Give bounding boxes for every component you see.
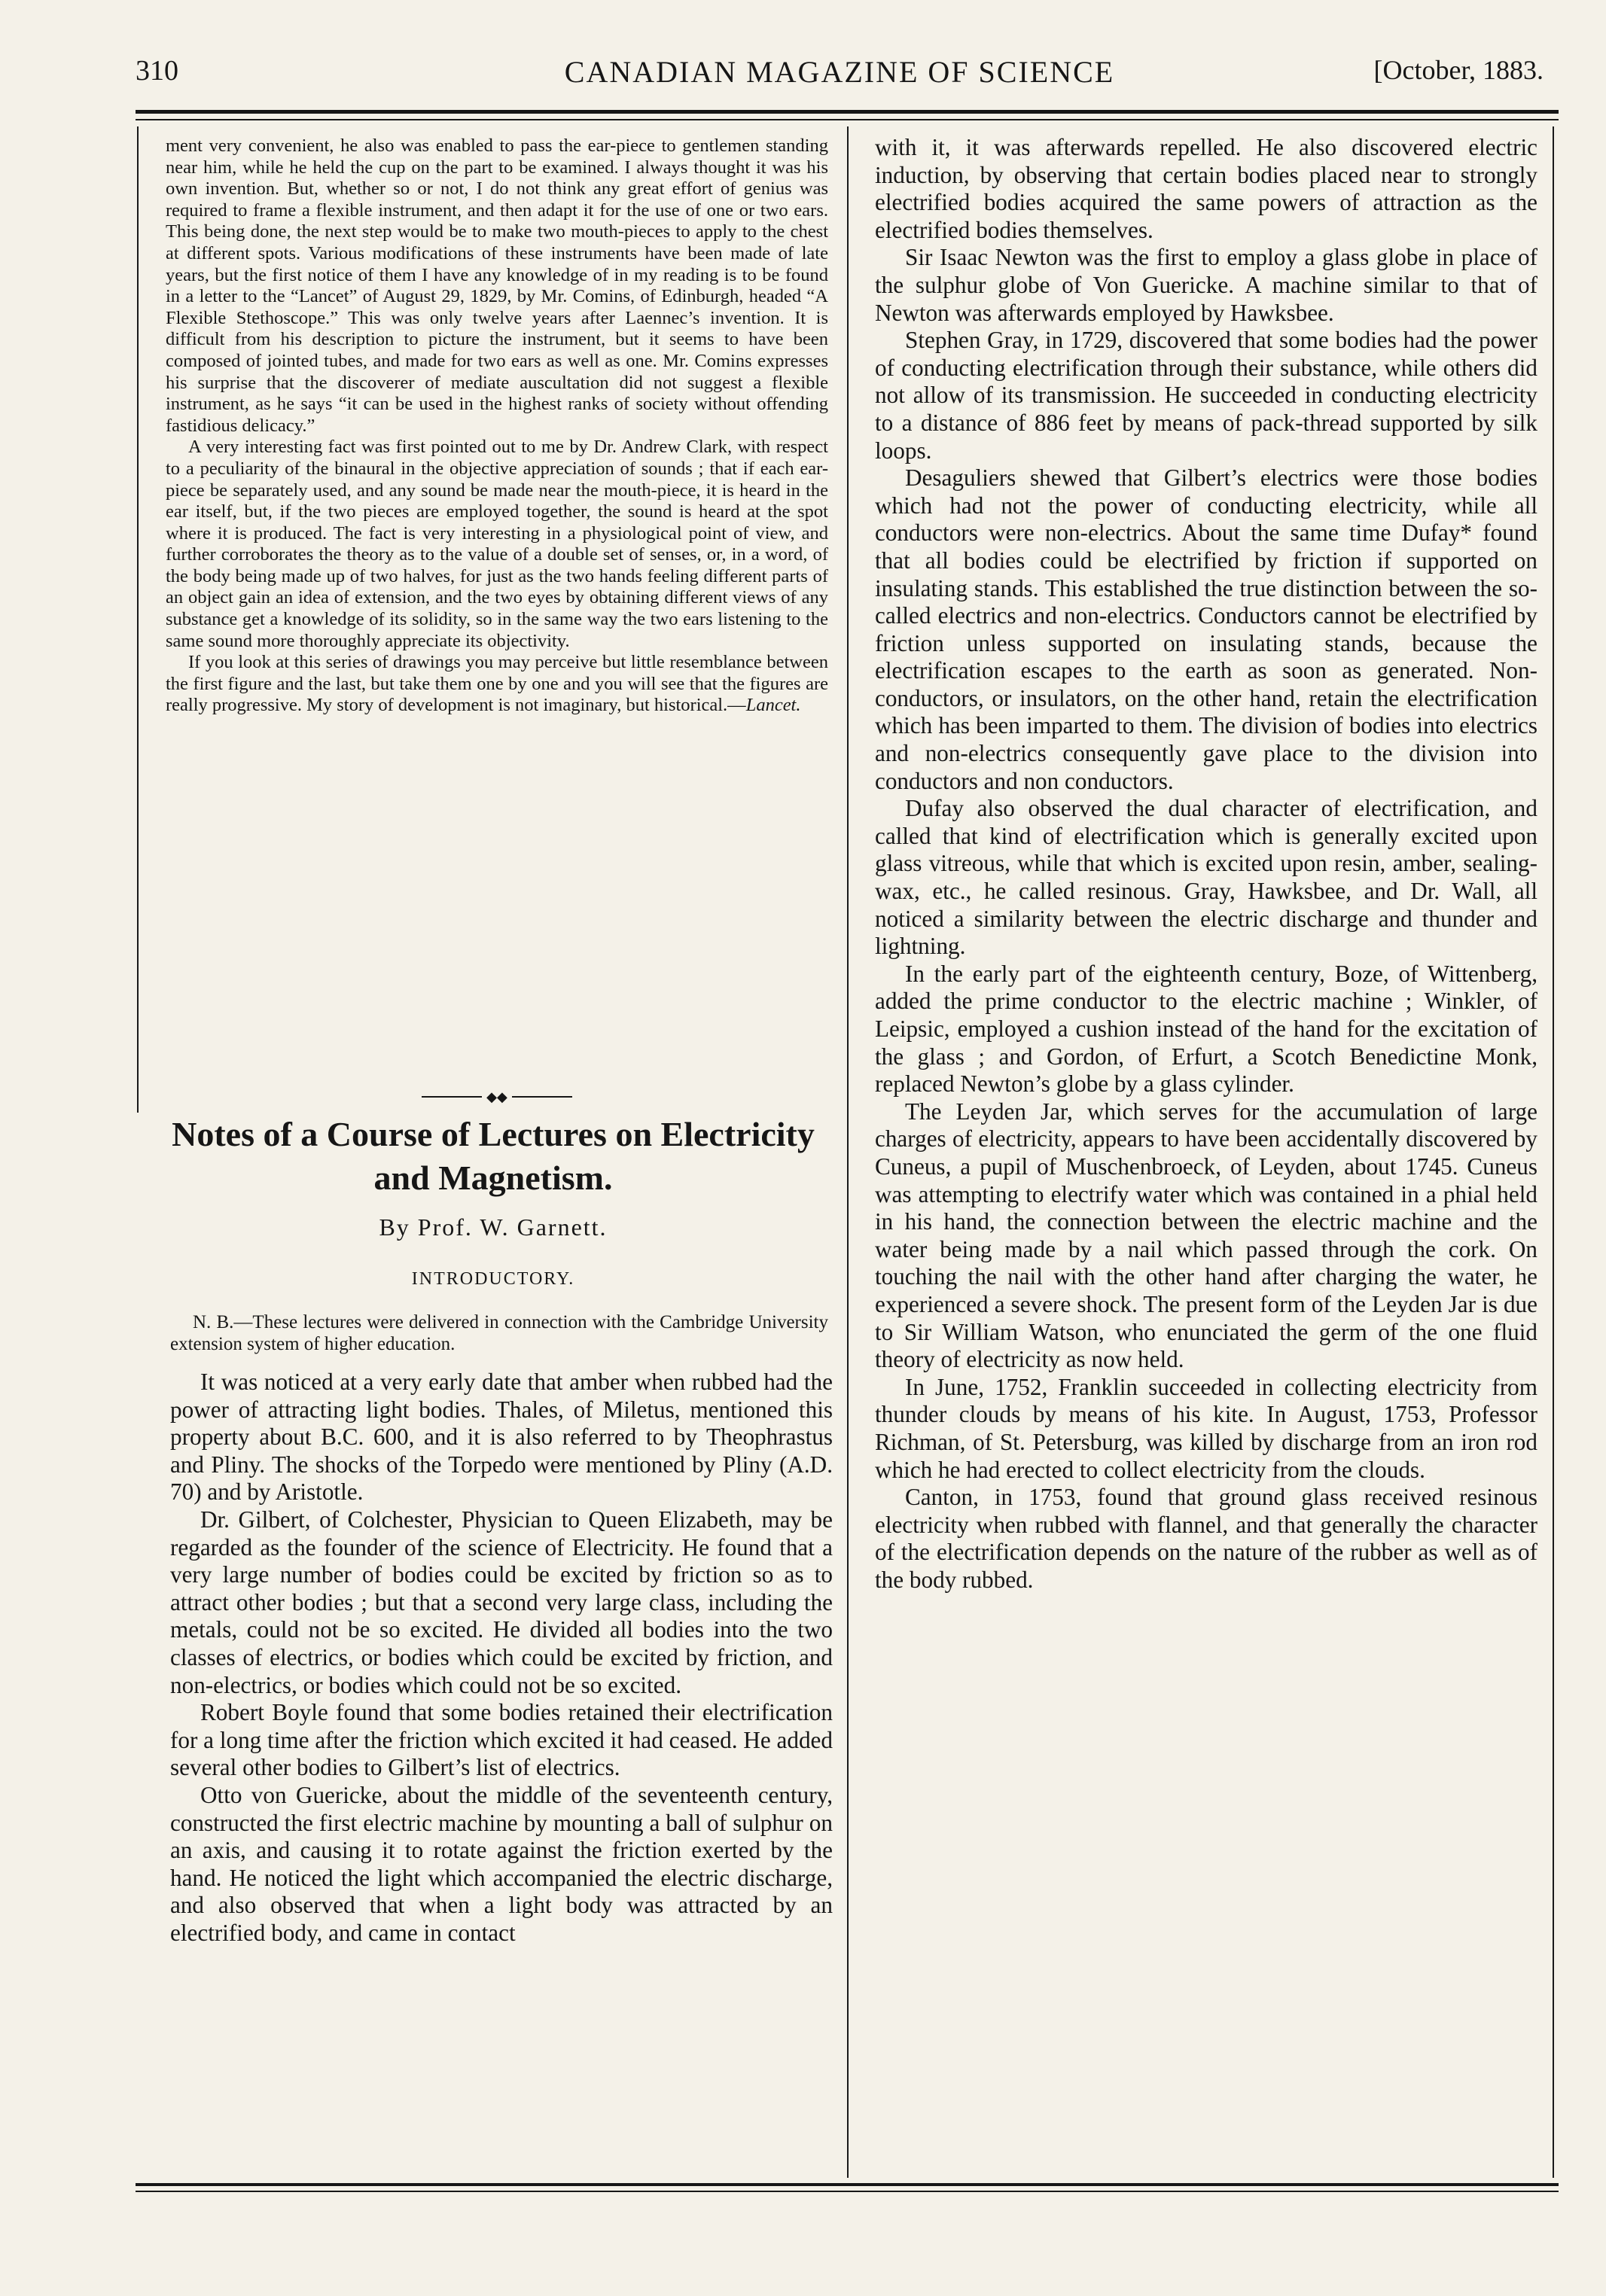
right-border-rule	[1553, 126, 1554, 2178]
editorial-note: N. B.—These lectures were delivered in connection with the Cambridge University extension system of higher education.	[170, 1312, 828, 1354]
paragraph	[166, 652, 828, 717]
running-head	[136, 54, 1544, 99]
header-rule-thin	[136, 119, 1559, 120]
article-right-column	[875, 134, 1537, 1594]
paragraph: In June, 1752, Franklin succeeded in collecting electricity from thunder clouds by means of his kite. In August, 1753, Professor Richman, of St. Petersburg, was killed by discharge from an iron rod which he had erected to collect electricity from the clouds.	[875, 1373, 1537, 1483]
paragraph: The Leyden Jar, which serves for the accumulation of large charges of electricity, appears to have been accidentally discovered by Cuneus, a pupil of Muschenbroeck, of Leyden, about 1745. Cuneus was attempting to electrify water which was contained in a phial held in his hand, the connection between the electric machine and the water being made by a nail which passed through the cork. On touching the nail with the other hand after charging the water, he experienced a severe shock. The present form of the Leyden Jar is due to Sir William Watson, who enunciated the germ of the one fluid theory of electricity as now held.	[875, 1098, 1537, 1373]
left-border-rule	[137, 126, 139, 1113]
divider-ornament: ◆◆	[486, 1089, 507, 1104]
journal-title: CANADIAN MAGAZINE OF SCIENCE	[564, 55, 1115, 89]
article-divider	[422, 1089, 572, 1104]
column-divider-rule	[847, 126, 849, 2178]
paragraph: Canton, in 1753, found that ground glass received resinous electricity when rubbed with flannel, and that generally the character of the electrification depends on the nature of the rubber as well as of the body rubbed.	[875, 1484, 1537, 1593]
paragraph: Desaguliers shewed that Gilbert’s electrics were those bodies which had not the power of conducting electricity, while all conductors were non-electrics. About the same time Dufay* found that all bodies could be electrified by friction if supported on insulating stands. This established the true distinction between the so-called electrics and non-electrics. Conductors cannot be electrified by friction unless supported on insulating stands, because the electrification escapes to the earth as soon as generated. Non-conductors, or insulators, on the other hand, retain the electrification which has been imparted to them. The division of bodies into electrics and non-electrics consequently gave place to the division into conductors and non conductors.	[875, 464, 1537, 794]
paragraph: A very interesting fact was first pointed out to me by Dr. Andrew Clark, with respect to a peculiarity of the binaural in the objective appreciation of sounds ; that if each ear-piece be separately used, and any sound be made near the mouth-piece, it is heard in the ear itself, but, if the two pieces are employed together, the sound is heard at the spot where it is produced. The fact is very interesting in a physiological point of view, and further corroborates the theory as to the value of a double set of senses, or, in a word, of the body being made up of two halves, for just as the two hands feeling different parts of an object gain an idea of extension, and the two eyes by obtaining different views of any substance get a knowledge of its solidity, so in the same way the two ears listening to the same sound more thoroughly appreciate its objectivity.	[166, 437, 828, 651]
divider-line-left	[422, 1096, 482, 1098]
paragraph: Stephen Gray, in 1729, discovered that some bodies had the power of conducting electrification through their substance, while others did not allow of its transmission. He succeeded in conducting electricity to a distance of 886 feet by means of pack-thread supported by silk loops.	[875, 327, 1537, 464]
paragraph-text: If you look at this series of drawings you may perceive but little resemblance between the first figure and the last, but take them one by one and you will see that the figures are really progressive. My story of development is not imaginary, but historical.—	[166, 652, 828, 716]
header-rule-thick	[136, 110, 1559, 114]
section-heading: INTRODUCTORY.	[411, 1269, 575, 1289]
source-credit: Lancet.	[745, 695, 801, 716]
paragraph: Otto von Guericke, about the middle of the seventeenth century, constructed the first electric machine by mounting a ball of sulphur on an axis, and causing it to rotate against the friction exerted by the hand. He noticed the light which accompanied the electric discharge, and also observed that when a light body was attracted by an electrified body, and came in contact	[170, 1781, 833, 1946]
article-byline: By Prof. W. Garnett.	[379, 1213, 608, 1241]
paragraph: Sir Isaac Newton was the first to employ a glass globe in place of the sulphur globe of Von Guericke. A machine similar to that of Newton was afterwards employed by Hawksbee.	[875, 244, 1537, 326]
article-title: Notes of a Course of Lectures on Electricity and Magnetism.	[172, 1115, 815, 1197]
paragraph: It was noticed at a very early date that amber when rubbed had the power of attracting light bodies. Thales, of Miletus, mentioned this property about B.C. 600, and it is also referred to by Theophrastus and Pliny. The shocks of the Torpedo were mentioned by Pliny (A.D. 70) and by Aristotle.	[170, 1369, 833, 1506]
paragraph: with it, it was afterwards repelled. He also discovered electric induction, by observing that certain bodies placed near to strongly electrified bodies acquired the same powers of attraction as the electrified bodies themselves.	[875, 134, 1537, 243]
footer-rule-thick	[136, 2183, 1559, 2186]
paragraph: ment very convenient, he also was enabled to pass the ear-piece to gentlemen standing near him, while he held the cup on the part to be examined. I always thought it was his own invention. But, whether so or not, I do not think any great effort of genius was required to frame a flexible instrument, and then adapt it for the use of one or two ears. This being done, the next step would be to make two mouth-pieces to apply to the chest at different spots. Various modifications of these instruments have been made of late years, but the first notice of them I have any knowledge of in my reading is to be found in a letter to the “Lancet” of August 29, 1829, by Mr. Comins, of Edinburgh, headed “A Flexible Stethoscope.” This was only twelve years after Laennec’s invention. It is difficult from his description to picture the instrument, but it seems to have been composed of jointed tubes, and made for two ears as well as one. Mr. Comins expresses his surprise that the discoverer of mediate auscultation did not suggest a flexible instrument, as he says “it can be used in the highest ranks of society without offending fastidious delicacy.”	[166, 136, 828, 436]
paragraph: Dufay also observed the dual character of electrification, and called that kind of electrification which is generally excited upon glass vitreous, while that which is excited upon resin, amber, sealing-wax, etc., he called resinous. Gray, Hawksbee, and Dr. Wall, all noticed a similarity between the electric discharge and thunder and lightning.	[875, 795, 1537, 960]
previous-article-text	[166, 136, 828, 717]
paragraph: Dr. Gilbert, of Colchester, Physician to Queen Elizabeth, may be regarded as the founder of the science of Electricity. He found that a very large number of bodies could be excited by friction so as to attract other bodies ; but that a second very large class, including the metals, could not be so excited. He divided all bodies into the two classes of electrics, or bodies which could be excited by friction, and non-electrics, or bodies which could not be so excited.	[170, 1506, 833, 1698]
divider-line-right	[512, 1096, 572, 1098]
issue-date: [October, 1883.	[1373, 55, 1544, 85]
article-left-column	[170, 1369, 833, 1947]
page-number: 310	[136, 55, 178, 87]
paragraph: In the early part of the eighteenth century, Boze, of Wittenberg, added the prime conductor to the electric machine ; Winkler, of Leipsic, employed a cushion instead of the hand for the excitation of the glass ; and Gordon, of Erfurt, a Scotch Benedictine Monk, replaced Newton’s globe by a glass cylinder.	[875, 960, 1537, 1098]
footer-rule-thin	[136, 2191, 1559, 2192]
paragraph: Robert Boyle found that some bodies retained their electrification for a long time after the friction which excited it had ceased. He added several other bodies to Gilbert’s list of electrics.	[170, 1699, 833, 1781]
